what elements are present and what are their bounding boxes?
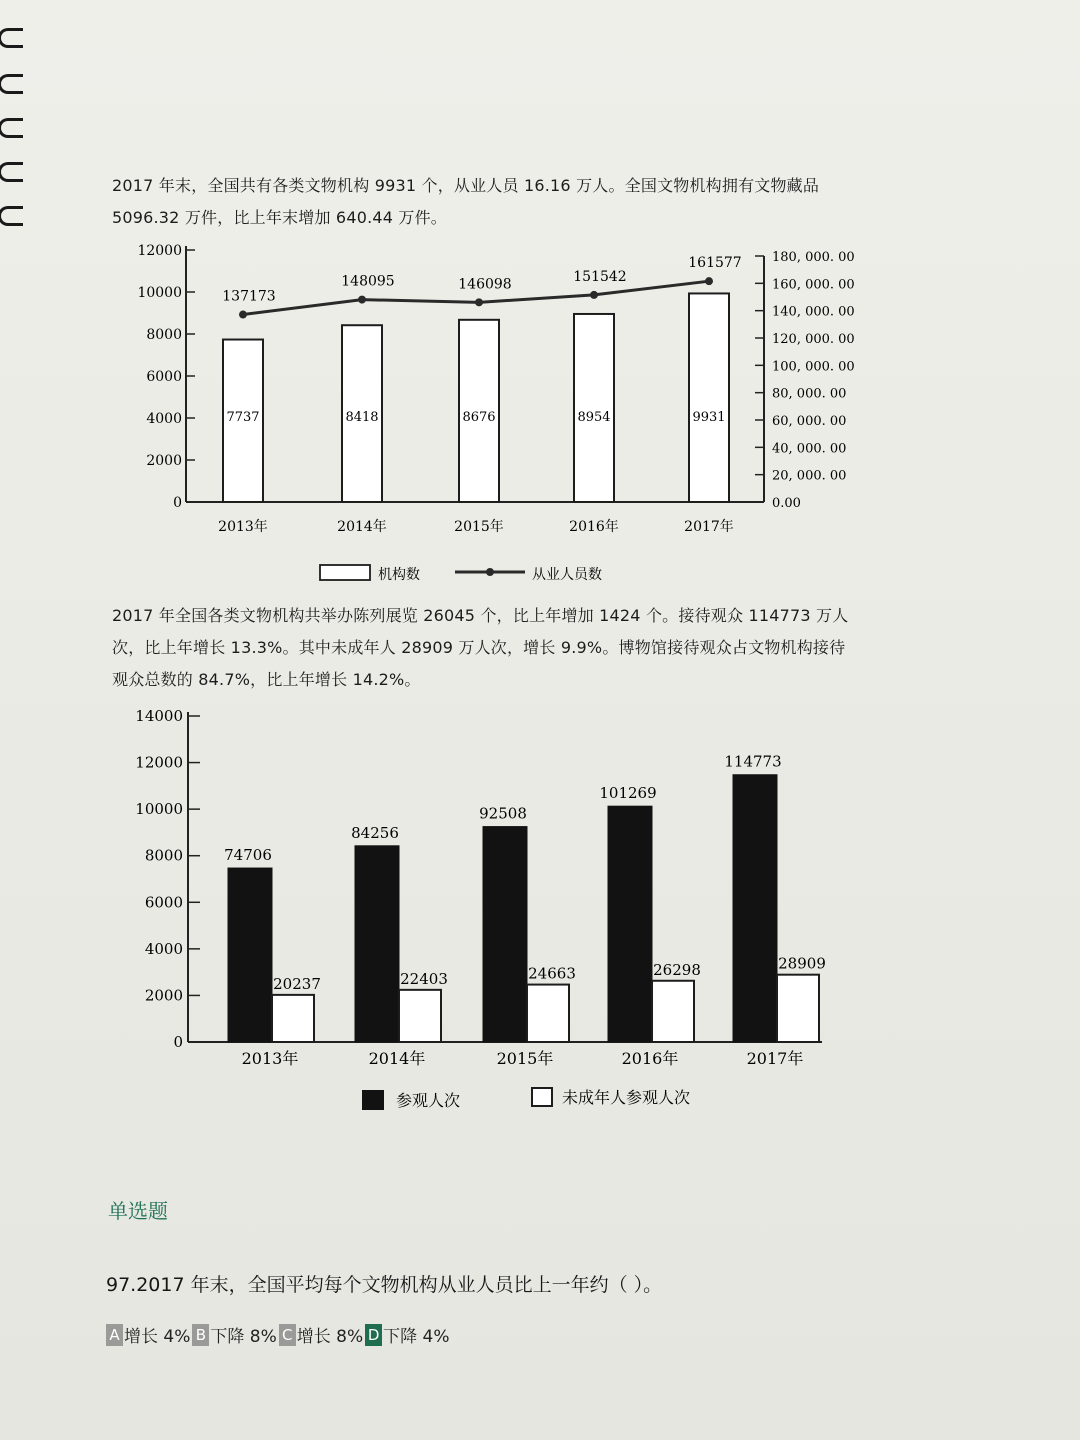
y-tick-label: 14000 (135, 707, 183, 725)
y-tick-label: 8000 (146, 327, 182, 343)
bar-value-label: 8954 (577, 410, 611, 425)
legend-label-staff: 从业人员数 (532, 567, 602, 583)
option-b[interactable] (192, 1322, 278, 1347)
minors-bar (527, 985, 569, 1042)
x-tick-label: 2015年 (496, 1049, 554, 1068)
y-tick-label: 4000 (146, 411, 182, 427)
x-tick-label: 2014年 (368, 1049, 426, 1068)
y-tick-label: 4000 (144, 939, 183, 958)
option-letter: A (106, 1324, 123, 1346)
option-text: 下降 8% (210, 1327, 277, 1347)
y2-tick-label: 100, 000. 00 (772, 359, 855, 375)
line-value-label: 151542 (573, 268, 627, 285)
visitors-value-label: 84256 (351, 823, 399, 842)
staff-point (239, 311, 247, 319)
x-tick-label: 2017年 (684, 519, 734, 535)
visitors-bar (733, 775, 777, 1042)
y2-tick-label: 80, 000. 00 (772, 386, 847, 402)
legend-swatch-institutions (320, 565, 370, 580)
line-value-label: 137173 (222, 288, 276, 305)
institutions-staff-chart (0, 0, 1080, 600)
option-text: 增长 4% (124, 1327, 191, 1347)
y-tick-label: 6000 (144, 893, 183, 912)
legend-label-minors: 未成年人参观人次 (562, 1088, 691, 1107)
option-text: 增长 8% (296, 1327, 364, 1347)
staff-point (705, 277, 713, 285)
y-tick-label: 0 (173, 1033, 183, 1051)
y-tick-label: 6000 (146, 369, 182, 385)
bar-value-label: 7737 (226, 410, 260, 425)
minors-value-label: 28909 (778, 954, 826, 973)
minors-value-label: 20237 (273, 974, 321, 993)
y-tick-label: 2000 (146, 453, 182, 469)
option-d[interactable] (365, 1322, 451, 1347)
minors-value-label: 24663 (528, 964, 576, 983)
visitors-value-label: 101269 (599, 784, 657, 803)
y2-tick-label: 40, 000. 00 (772, 441, 847, 457)
bar-value-label: 8418 (345, 410, 379, 425)
exhibition-line: 观众总数的 84.7%，比上年增长 14.2%。 (112, 670, 421, 689)
y2-tick-label: 120, 000. 00 (772, 332, 855, 347)
minors-value-label: 26298 (653, 960, 701, 979)
section-title: 单选题 (108, 1199, 168, 1223)
visitors-value-label: 92508 (479, 804, 527, 823)
option-letter: B (192, 1324, 209, 1346)
x-tick-label: 2016年 (621, 1049, 679, 1068)
visitors-bar (228, 868, 272, 1042)
institution-bar (689, 293, 729, 502)
y-tick-label: 10000 (137, 285, 182, 301)
x-tick-label: 2014年 (337, 519, 387, 535)
option-letter: D (365, 1324, 382, 1346)
staff-point (590, 291, 598, 299)
question-text: 97.2017 年末，全国平均每个文物机构从业人员比上一年约（ ）。 (106, 1274, 663, 1296)
minors-bar (777, 975, 819, 1042)
option-text: 下降 4% (383, 1327, 450, 1347)
bar-value-label: 9931 (692, 410, 726, 425)
y-tick-label: 10000 (135, 800, 183, 819)
staff-point (475, 298, 483, 306)
option-c[interactable] (279, 1322, 365, 1347)
bar-value-label: 8676 (462, 410, 496, 425)
exhibition-line: 次，比上年增长 13.3%。其中未成年人 28909 万人次，增长 9.9%。博物馆接待观众占文物机构接待 (112, 638, 846, 657)
x-tick-label: 2016年 (569, 519, 619, 535)
option-letter: C (279, 1324, 296, 1346)
visitors-bar (483, 827, 527, 1042)
y2-tick-label: 20, 000. 00 (772, 468, 847, 484)
exhibition-paragraph (112, 600, 892, 696)
answer-options (106, 1322, 452, 1347)
y-tick-label: 8000 (144, 846, 183, 865)
visitors-value-label: 114773 (724, 752, 782, 771)
y2-tick-label: 180, 000. 00 (772, 250, 855, 265)
x-tick-label: 2013年 (218, 519, 268, 535)
y-tick-label: 0 (173, 495, 182, 511)
y-tick-label: 12000 (135, 753, 183, 772)
institution-bar (574, 314, 614, 502)
y2-tick-label: 160, 000. 00 (772, 277, 855, 293)
minors-value-label: 22403 (400, 969, 448, 988)
legend-point-staff (486, 568, 494, 576)
option-a[interactable] (106, 1322, 192, 1347)
line-value-label: 146098 (458, 276, 512, 293)
visitors-chart (0, 700, 1080, 1140)
x-tick-label: 2017年 (746, 1049, 804, 1068)
legend-swatch-minors (532, 1088, 552, 1106)
x-tick-label: 2015年 (454, 519, 504, 535)
minors-bar (652, 981, 694, 1042)
y-tick-label: 2000 (144, 986, 183, 1005)
visitors-bar (608, 806, 652, 1042)
staff-point (358, 296, 366, 304)
y-tick-label: 12000 (137, 243, 182, 259)
legend-label-institutions: 机构数 (378, 567, 420, 583)
y2-tick-label: 60, 000. 00 (772, 414, 847, 429)
legend-swatch-visitors (362, 1090, 384, 1110)
intro-line: 5096.32 万件，比上年末增加 640.44 万件。 (112, 208, 448, 227)
line-value-label: 161577 (688, 255, 742, 272)
minors-bar (272, 995, 314, 1042)
minors-bar (399, 990, 441, 1042)
line-value-label: 148095 (341, 273, 395, 290)
legend-label-visitors: 参观人次 (396, 1091, 461, 1110)
intro-line: 2017 年末，全国共有各类文物机构 9931 个，从业人员 16.16 万人。全国文物机构拥有文物藏品 (112, 176, 820, 195)
y2-tick-label: 140, 000. 00 (772, 304, 855, 320)
exhibition-line: 2017 年全国各类文物机构共举办陈列展览 26045 个，比上年增加 1424 个。接待观众 114773 万人 (112, 606, 849, 625)
y2-tick-label: 0.00 (772, 496, 801, 511)
visitors-bar (355, 846, 399, 1042)
x-tick-label: 2013年 (241, 1049, 299, 1068)
visitors-value-label: 74706 (224, 846, 272, 865)
